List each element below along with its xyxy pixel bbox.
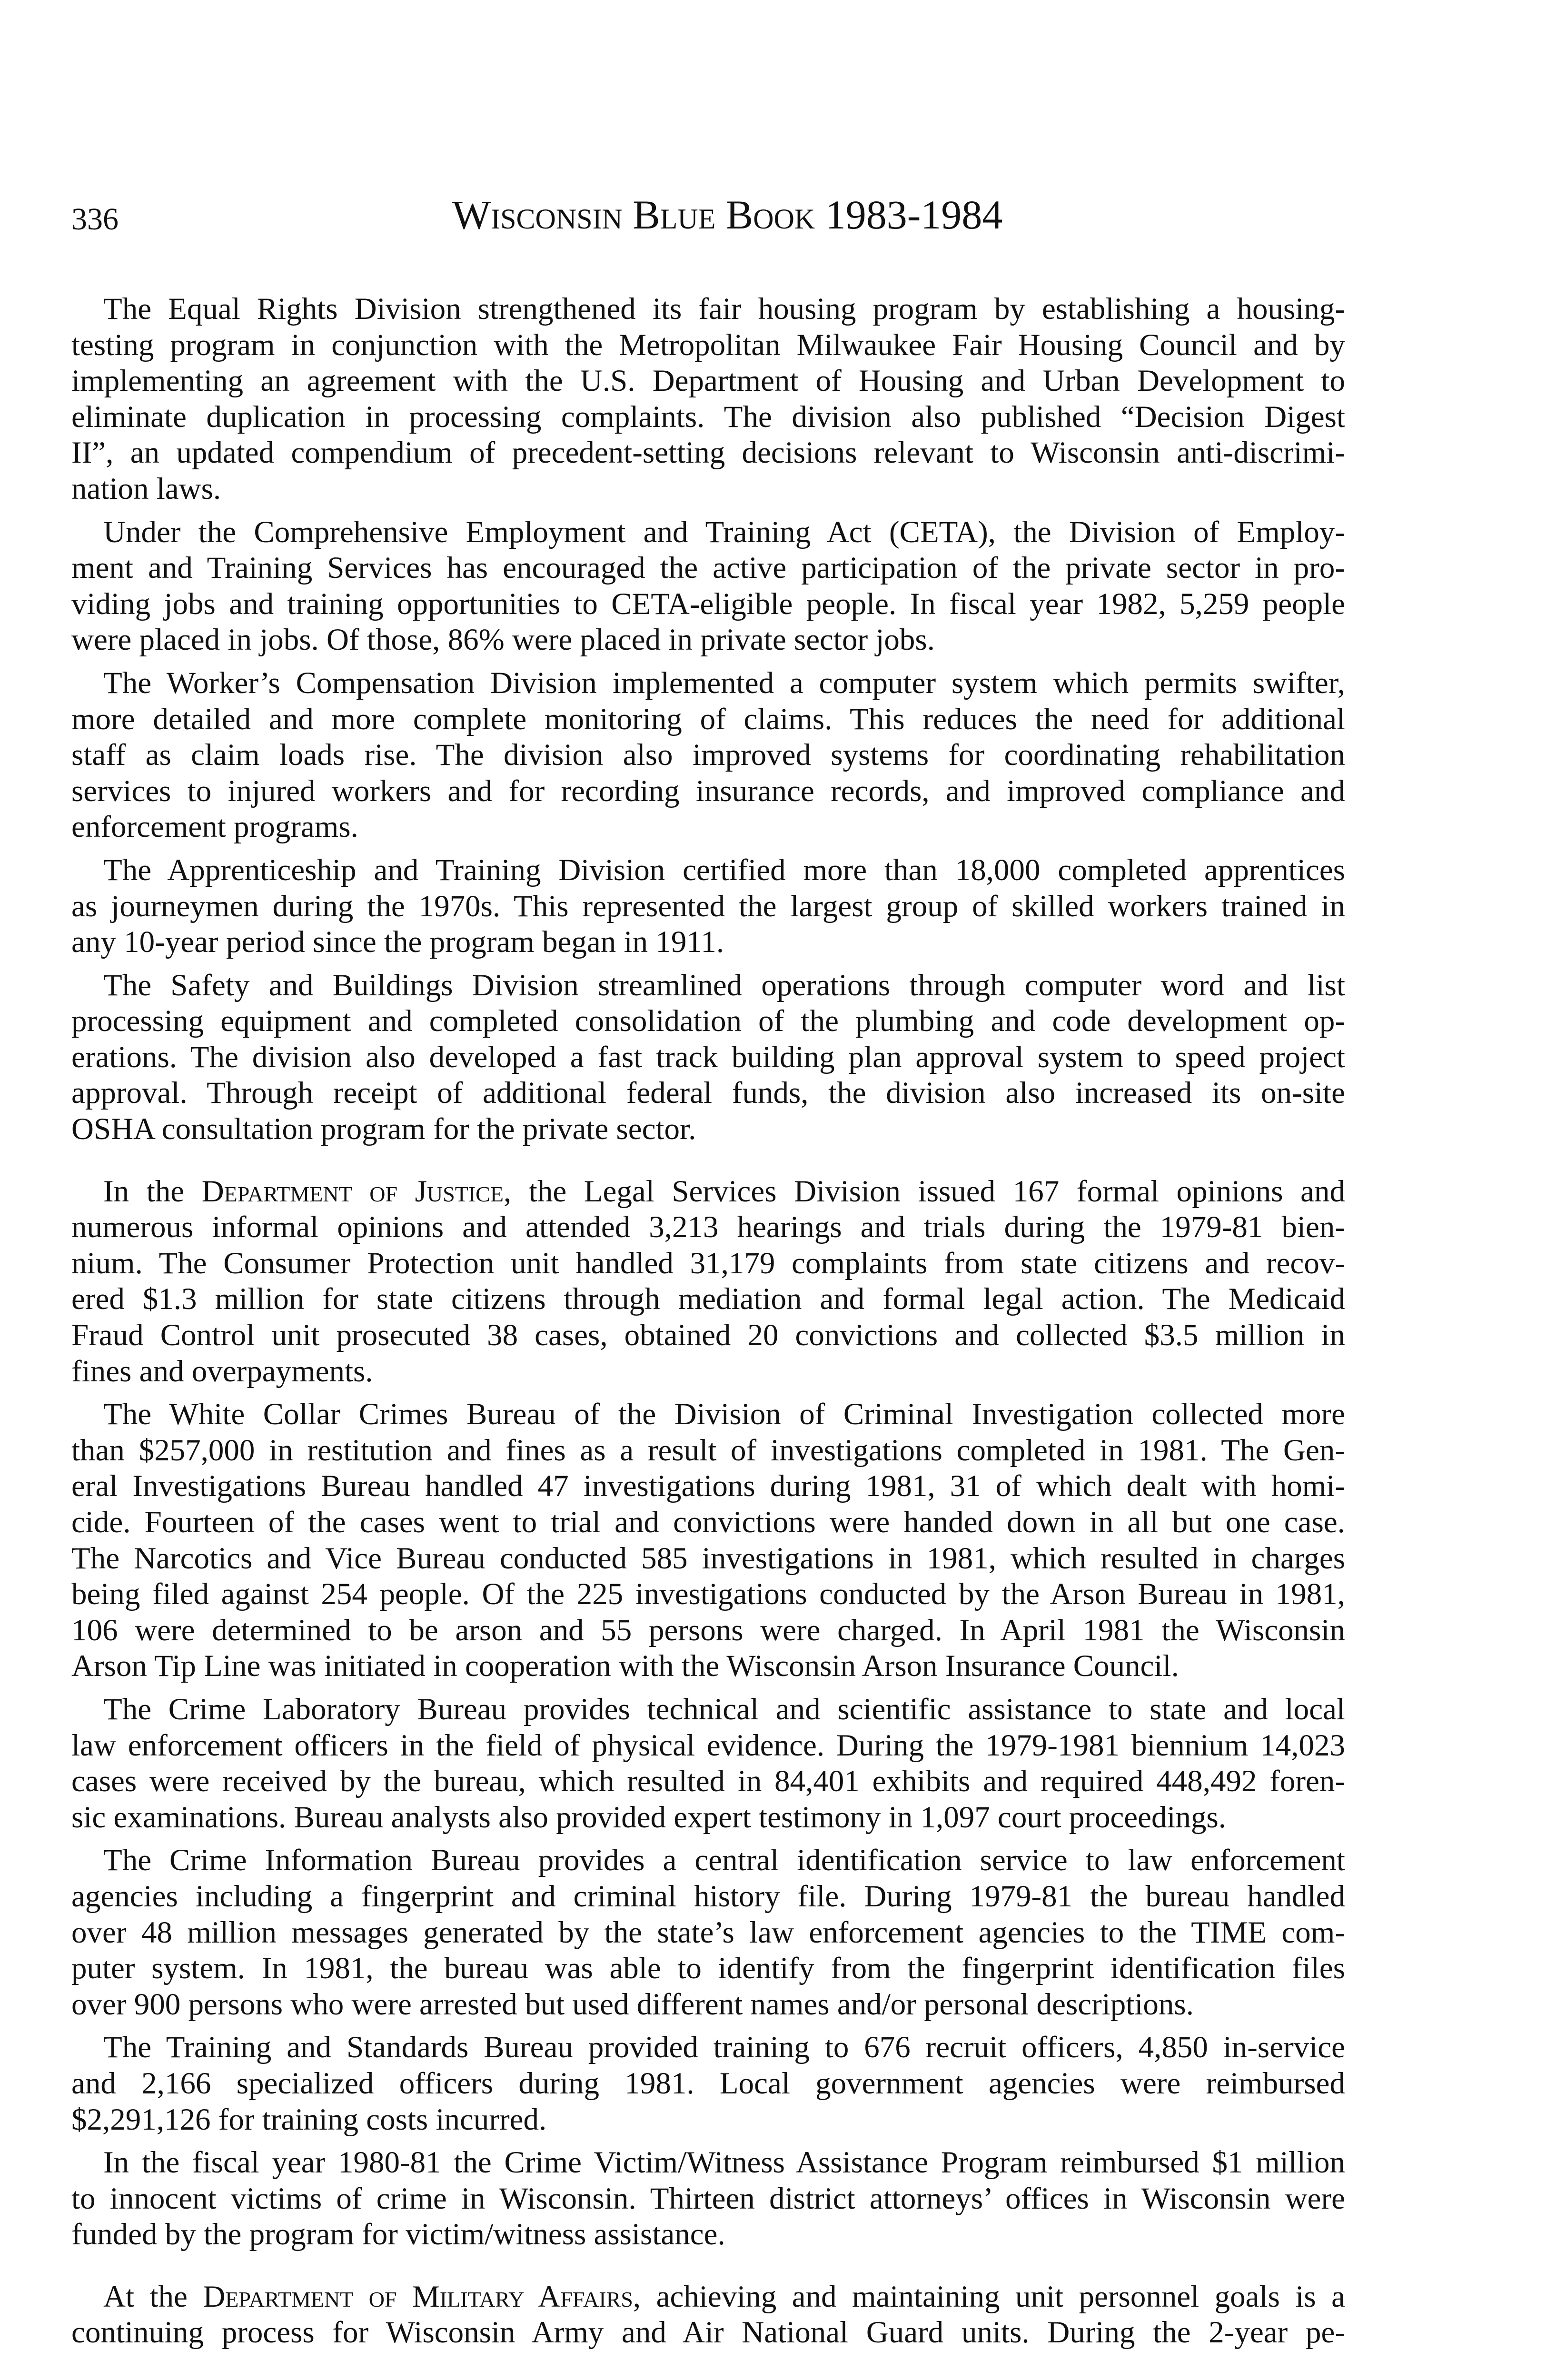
text-segment: cases were received by the bureau, which resulted in 84,401 exhibits and required 448,492 foren- [71,1764,1345,1799]
text-line [71,2217,1345,2253]
text-segment: OSHA consultation program for the private sector. [71,1112,696,1147]
text-segment: as journeymen during the 1970s. This represented the largest group of skilled workers trained in [71,889,1345,923]
text-segment: law enforcement officers in the field of physical evidence. During the 1979-1981 biennium 14,023 [71,1728,1345,1763]
paragraph [71,2145,1345,2253]
text-line [71,1951,1345,1987]
text-segment: staff as claim loads rise. The division also improved systems for coordinating rehabilitation [71,738,1345,773]
body-text [71,291,1345,2351]
text-line [71,291,1345,327]
text-segment: testing program in conjunction with the Metropolitan Milwaukee Fair Housing Council and by [71,327,1345,362]
text-line [71,2145,1345,2181]
text-line [71,363,1345,399]
paragraph [71,291,1345,507]
text-segment: implementing an agreement with the U.S. Department of Housing and Urban Development to [71,364,1345,398]
text-segment: cide. Fourteen of the cases went to trial and convictions were handed down in all but one case. [71,1505,1345,1539]
paragraph [71,2279,1345,2351]
text-line [71,702,1345,738]
text-line [71,1915,1345,1951]
text-segment: processing equipment and completed consolidation of the plumbing and code development op- [71,1004,1345,1039]
paragraph [71,2030,1345,2138]
paragraph [71,1843,1345,2023]
text-line [71,1577,1345,1613]
text-line [71,1692,1345,1728]
text-segment: The Narcotics and Vice Bureau conducted 585 investigations in 1981, which resulted in charges [71,1541,1345,1576]
text-segment: Arson Tip Line was initiated in cooperation with the Wisconsin Arson Insurance Council. [71,1649,1179,1684]
text-line [71,622,1345,658]
text-segment: approval. Through receipt of additional federal funds, the division also increased its on-site [71,1076,1345,1111]
text-line [71,1800,1345,1836]
page-header [71,190,1345,243]
text-line [71,2181,1345,2217]
text-segment: , achieving and maintaining unit personnel goals is a [633,2279,1345,2314]
text-segment: The Apprenticeship and Training Division certified more than 18,000 completed apprentices [103,853,1345,887]
text-line [71,1174,1345,1210]
text-segment: ered $1.3 million for state citizens through mediation and formal legal action. The Medicaid [71,1282,1345,1317]
text-segment: The Crime Laboratory Bureau provides technical and scientific assistance to state and local [103,1692,1345,1726]
text-line [71,515,1345,551]
text-segment: The Crime Information Bureau provides a central identification service to law enforcement [103,1843,1345,1878]
paragraph [71,1692,1345,1835]
text-segment: being filed against 254 people. Of the 225 investigations conducted by the Arson Bureau in 1981, [71,1577,1345,1612]
text-line [71,2066,1345,2102]
text-line [71,1003,1345,1040]
text-segment: eral Investigations Bureau handled 47 investigations during 1981, 31 of which dealt with homi- [71,1469,1345,1504]
text-line [71,1987,1345,2023]
text-segment: funded by the program for victim/witness assistance. [71,2217,725,2252]
text-segment: than $257,000 in restitution and fines as a result of investigations completed in 1981. The Gen- [71,1433,1345,1468]
text-line [71,1728,1345,1764]
text-line [71,1613,1345,1649]
paragraph [71,1397,1345,1685]
text-segment: eliminate duplication in processing complaints. The division also published “Decision Digest [71,399,1345,434]
text-segment: viding jobs and training opportunities to CETA-eligible people. In fiscal year 1982, 5,259 people [71,586,1345,621]
text-line [71,1040,1345,1076]
text-segment: numerous informal opinions and attended 3,213 hearings and trials during the 1979-81 bien- [71,1210,1345,1245]
text-line [71,1505,1345,1541]
text-segment: II”, an updated compendium of precedent-setting decisions relevant to Wisconsin anti-discrimi- [71,436,1345,470]
text-segment: any 10-year period since the program began in 1911. [71,925,724,960]
text-line [71,1281,1345,1318]
text-line [71,1541,1345,1577]
text-line [71,1468,1345,1505]
paragraph [71,665,1345,845]
text-segment: The Worker’s Compensation Division implemented a computer system which permits swifter, [103,665,1345,700]
text-line [71,1318,1345,1354]
text-segment: were placed in jobs. Of those, 86% were placed in private sector jobs. [71,623,935,657]
text-line [71,1843,1345,1879]
text-segment: services to injured workers and for recording insurance records, and improved compliance and [71,774,1345,808]
text-line [71,1354,1345,1390]
text-line [71,853,1345,889]
paragraph [71,853,1345,961]
text-segment: nation laws. [71,471,221,506]
text-segment: Under the Comprehensive Employment and Training Act (CETA), the Division of Employ- [103,515,1345,549]
paragraph [71,968,1345,1148]
text-line [71,924,1345,961]
text-line [71,435,1345,471]
text-line [71,1397,1345,1433]
department-name: Department of Military Affairs [203,2279,633,2314]
text-segment: sic examinations. Bureau analysts also provided expert testimony in 1,097 court proceedings. [71,1800,1227,1835]
text-line [71,1111,1345,1148]
text-line [71,968,1345,1004]
text-line [71,327,1345,364]
text-line [71,889,1345,925]
text-segment: to innocent victims of crime in Wisconsin. Thirteen district attorneys’ offices in Wisconsin were [71,2181,1345,2216]
text-segment: In the [103,1174,202,1209]
text-line [71,2102,1345,2138]
text-line [71,1879,1345,1915]
text-line [71,586,1345,623]
text-segment: more detailed and more complete monitoring of claims. This reduces the need for additional [71,702,1345,736]
text-line [71,550,1345,586]
text-line [71,809,1345,845]
text-segment: The White Collar Crimes Bureau of the Division of Criminal Investigation collected more [103,1397,1345,1432]
text-line [71,1210,1345,1246]
text-line [71,399,1345,436]
text-line [71,1764,1345,1800]
text-segment: The Safety and Buildings Division streamlined operations through computer word and list [103,968,1345,1002]
text-segment: In the fiscal year 1980-81 the Crime Victim/Witness Assistance Program reimbursed $1 million [103,2145,1345,2180]
text-line [71,2315,1345,2351]
text-line [71,737,1345,774]
text-line [71,1246,1345,1282]
text-line [71,774,1345,810]
text-line [71,2030,1345,2066]
paragraph [71,1174,1345,1390]
paragraph [71,515,1345,658]
text-segment: , the Legal Services Division issued 167 formal opinions and [503,1174,1345,1209]
text-segment: ment and Training Services has encouraged the active participation of the private sector in pro- [71,551,1345,585]
text-segment: and 2,166 specialized officers during 1981. Local government agencies were reimbursed [71,2066,1345,2101]
text-line [71,471,1345,507]
department-name: Department of Justice [201,1174,504,1209]
text-line [71,665,1345,702]
text-segment: continuing process for Wisconsin Army and Air National Guard units. During the 2-year pe- [71,2315,1345,2350]
text-segment: nium. The Consumer Protection unit handled 31,179 complaints from state citizens and recov- [71,1246,1345,1280]
text-segment: agencies including a fingerprint and criminal history file. During 1979-81 the bureau handled [71,1879,1345,1914]
text-segment: over 48 million messages generated by the state’s law enforcement agencies to the TIME com- [71,1915,1345,1950]
text-line [71,1433,1345,1469]
text-segment: enforcement programs. [71,810,358,844]
text-segment: erations. The division also developed a fast track building plan approval system to speed project [71,1040,1345,1074]
text-segment: At the [103,2279,203,2314]
text-line [71,2279,1345,2315]
text-segment: puter system. In 1981, the bureau was able to identify from the fingerprint identification files [71,1951,1345,1986]
text-segment: 106 were determined to be arson and 55 persons were charged. In April 1981 the Wisconsin [71,1613,1345,1647]
text-line [71,1075,1345,1111]
text-segment: $2,291,126 for training costs incurred. [71,2102,547,2137]
running-title: Wisconsin Blue Book 1983-1984 [452,192,1003,238]
text-segment: Fraud Control unit prosecuted 38 cases, obtained 20 convictions and collected $3.5 million in [71,1318,1345,1353]
text-segment: The Equal Rights Division strengthened its fair housing program by establishing a housing- [103,292,1345,326]
text-line [71,1648,1345,1685]
page-number: 336 [71,202,119,237]
text-segment: over 900 persons who were arrested but used different names and/or personal descriptions. [71,1987,1194,2022]
text-segment: The Training and Standards Bureau provided training to 676 recruit officers, 4,850 in-service [103,2030,1345,2065]
text-segment: fines and overpayments. [71,1354,373,1388]
